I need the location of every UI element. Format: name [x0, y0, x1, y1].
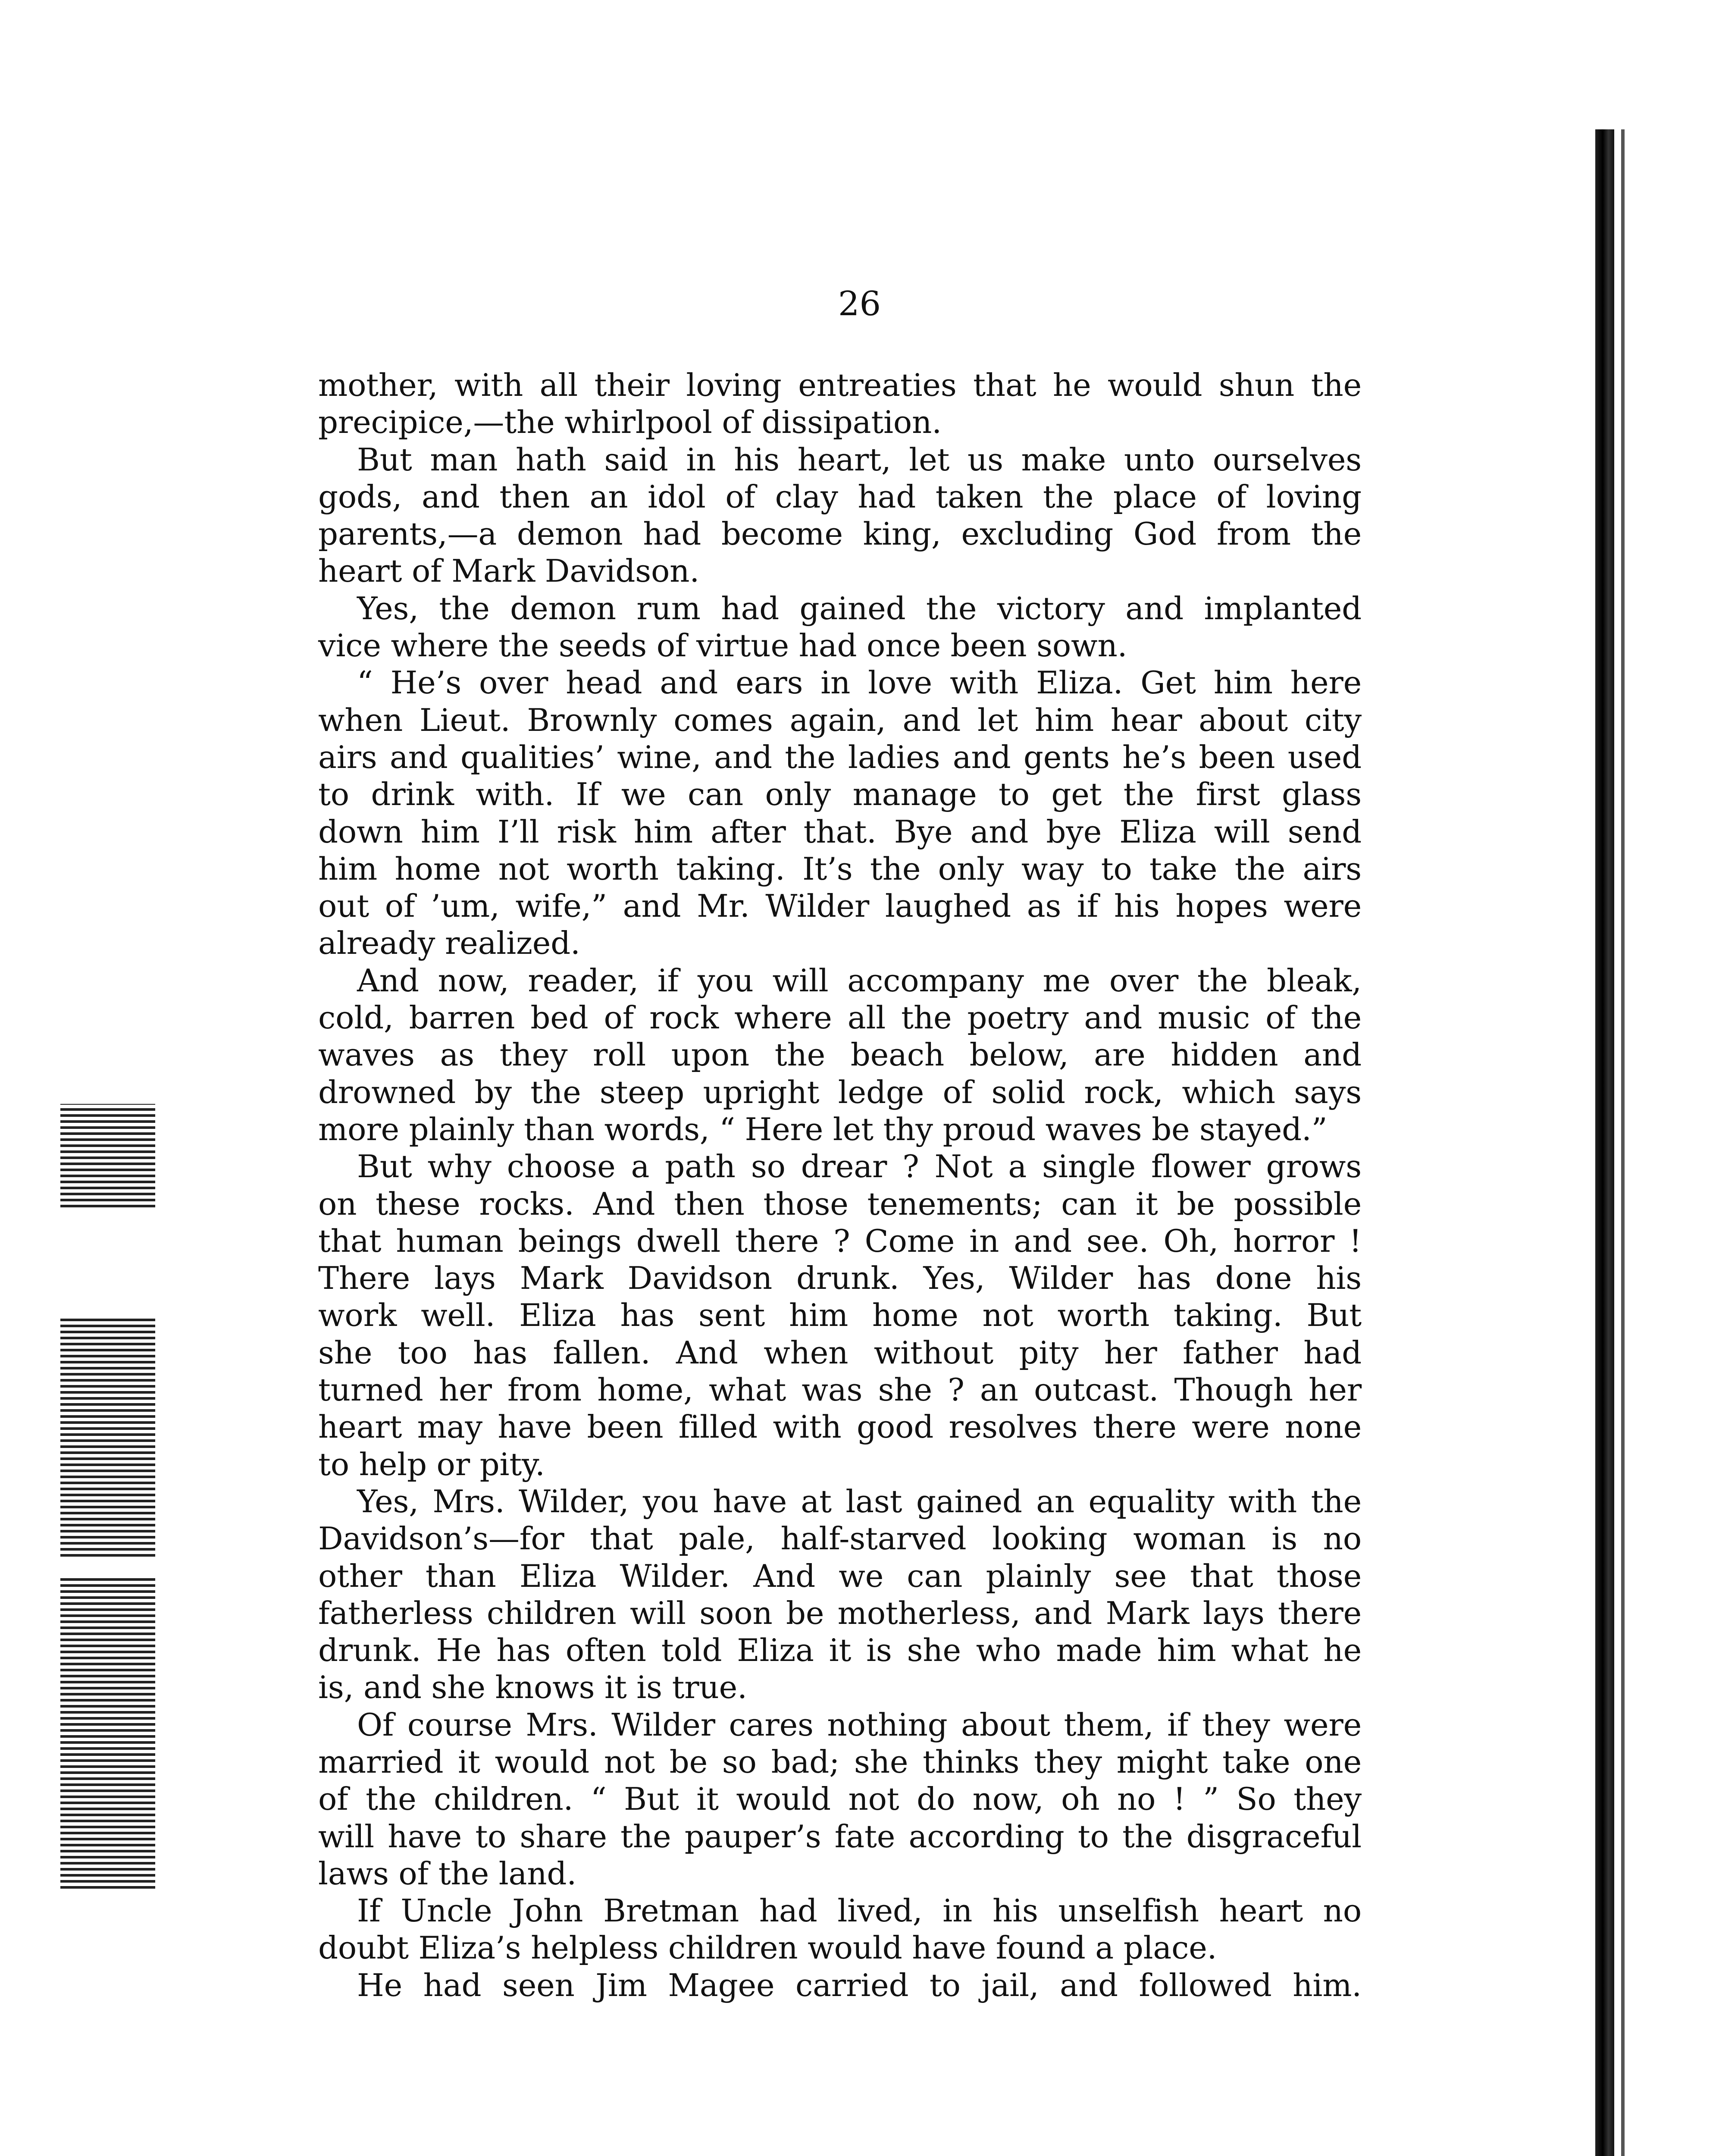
text-line: doubt Eliza’s helpless children would have found a place. [318, 1930, 1217, 1966]
page-number: 26 [838, 285, 881, 323]
text-line: precipice,—the whirlpool of dissipation. [318, 404, 942, 441]
binding-shadow [1595, 129, 1614, 2156]
text-line: airs and qualities’ wine, and the ladies and gents he’s been used [318, 739, 1362, 775]
text-line: drunk. He has often told Eliza it is she who made him what he [318, 1632, 1362, 1669]
text-line: vice where the seeds of virtue had once been sown. [318, 627, 1127, 664]
text-line: already realized. [318, 925, 580, 962]
text-line: is, and she knows it is true. [318, 1669, 747, 1706]
text-line: laws of the land. [318, 1855, 577, 1892]
paragraph [318, 962, 1362, 1148]
text-line: If Uncle John Bretman had lived, in his unselfish heart no [357, 1893, 1362, 1929]
scan-noise-left-1 [60, 1104, 155, 1207]
paragraph [318, 1706, 1362, 1892]
text-line: “ He’s over head and ears in love with Eliza. Get him here [357, 664, 1362, 701]
text-line: Yes, Mrs. Wilder, you have at last gained an equality with the [357, 1483, 1362, 1520]
text-line: down him I’ll risk him after that. Bye and bye Eliza will send [318, 813, 1362, 850]
text-line: she too has fallen. And when without pity her father had [318, 1334, 1362, 1371]
text-line: cold, barren bed of rock where all the poetry and music of the [318, 1000, 1362, 1036]
text-line: There lays Mark Davidson drunk. Yes, Wilder has done his [318, 1260, 1362, 1297]
text-line: will have to share the pauper’s fate according to the disgraceful [318, 1818, 1362, 1855]
paragraph [318, 590, 1362, 664]
text-line: Yes, the demon rum had gained the victory and implanted [357, 590, 1362, 627]
text-line: drowned by the steep upright ledge of solid rock, which says [318, 1074, 1362, 1110]
paragraph [318, 367, 1362, 441]
text-line: more plainly than words, “ Here let thy proud waves be stayed.” [318, 1111, 1328, 1147]
paragraph [318, 1892, 1362, 1967]
text-line: mother, with all their loving entreaties that he would shun the [318, 367, 1362, 403]
text-line: to drink with. If we can only manage to get the first glass [318, 776, 1362, 813]
text-line: when Lieut. Brownly comes again, and let him hear about city [318, 702, 1362, 738]
text-line: married it would not be so bad; she thinks they might take one [318, 1743, 1362, 1780]
text-line: turned her from home, what was she ? an outcast. Though her [318, 1372, 1362, 1408]
text-line: heart may have been filled with good resolves there were none [318, 1409, 1362, 1445]
text-line: But man hath said in his heart, let us make unto ourselves [357, 441, 1362, 478]
paragraph [318, 441, 1362, 590]
text-line: heart of Mark Davidson. [318, 553, 700, 589]
text-line: to help or pity. [318, 1446, 545, 1482]
text-line: Davidson’s—for that pale, half-starved looking woman is no [318, 1520, 1362, 1557]
text-line: work well. Eliza has sent him home not worth taking. But [318, 1297, 1362, 1334]
text-line: that human beings dwell there ? Come in and see. Oh, horror ! [318, 1222, 1362, 1259]
paragraph [318, 1148, 1362, 1483]
text-line: But why choose a path so drear ? Not a single flower grows [357, 1148, 1362, 1185]
text-line: Of course Mrs. Wilder cares nothing about them, if they were [357, 1706, 1362, 1743]
text-line: on these rocks. And then those tenements; can it be possible [318, 1185, 1362, 1222]
text-line: out of ’um, wife,” and Mr. Wilder laughed as if his hopes were [318, 888, 1362, 924]
text-line: fatherless children will soon be motherless, and Mark lays there [318, 1595, 1362, 1631]
paragraph [318, 664, 1362, 962]
text-line: waves as they roll upon the beach below, are hidden and [318, 1037, 1362, 1073]
text-line: him home not worth taking. It’s the only way to take the airs [318, 850, 1362, 887]
scan-noise-left-3 [60, 1578, 155, 1889]
text-line: gods, and then an idol of clay had taken the place of loving [318, 478, 1362, 515]
text-line: And now, reader, if you will accompany me over the bleak, [357, 962, 1362, 999]
paragraph [318, 1967, 1362, 2004]
paragraph [318, 1483, 1362, 1706]
text-line: parents,—a demon had become king, excluding God from the [318, 516, 1362, 552]
text-line: of the children. “ But it would not do now, oh no ! ” So they [318, 1781, 1362, 1818]
text-line: He had seen Jim Magee carried to jail, and followed him. [357, 1967, 1362, 2003]
scan-noise-left-2 [60, 1315, 155, 1557]
text-line: other than Eliza Wilder. And we can plainly see that those [318, 1557, 1362, 1594]
body-text [318, 367, 1362, 2004]
binding-shadow-edge [1621, 129, 1625, 2156]
